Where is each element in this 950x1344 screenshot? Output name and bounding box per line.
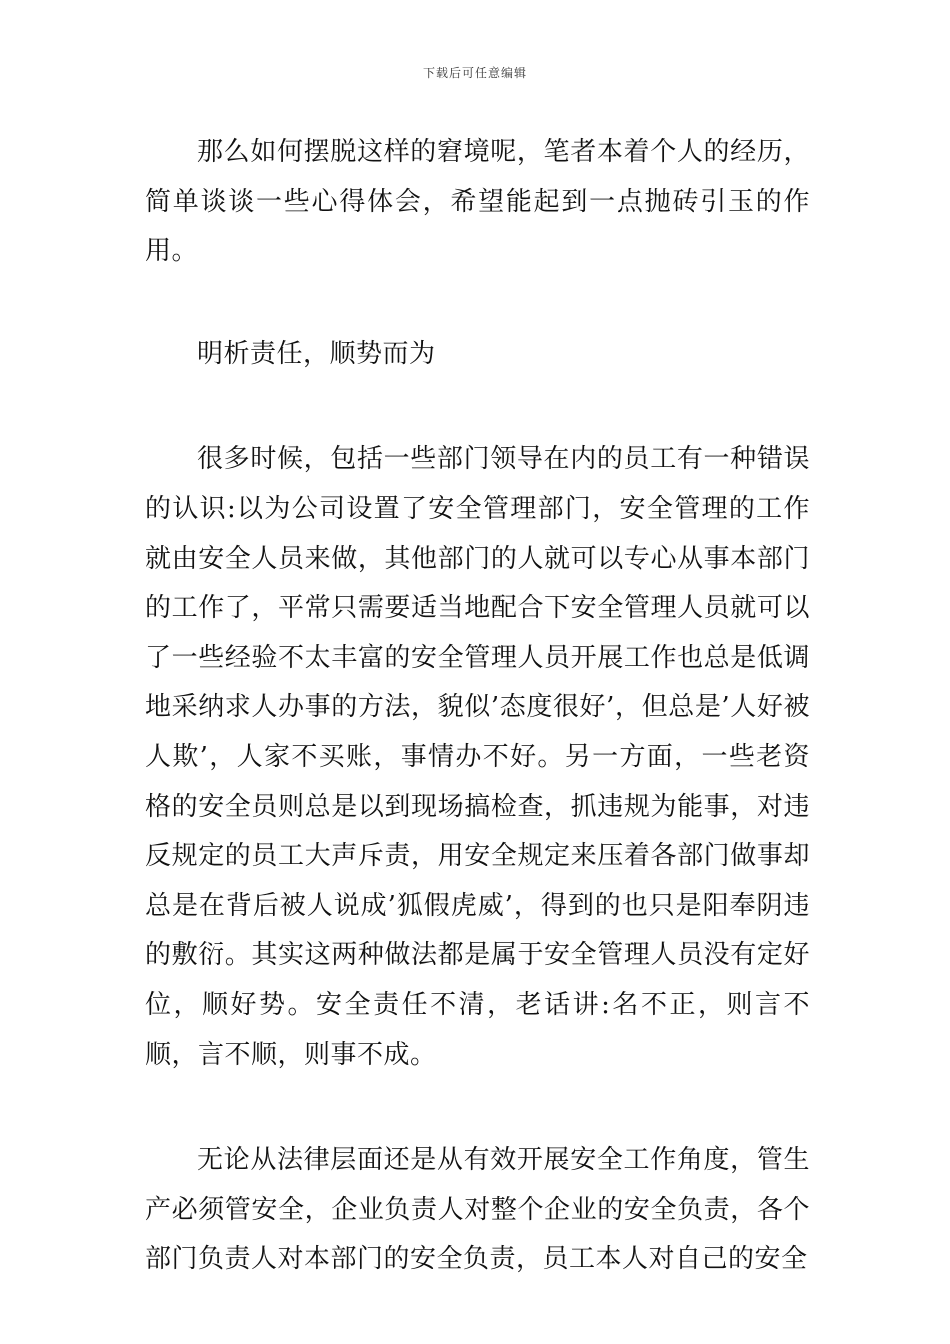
paragraph-intro: 那么如何摆脱这样的窘境呢，笔者本着个人的经历，简单谈谈一些心得体会，希望能起到一点抛砖引玉的作用。 bbox=[145, 137, 810, 267]
section-heading: 明析责任，顺势而为 bbox=[197, 338, 436, 369]
page-header: 下载后可任意编辑 bbox=[422, 66, 527, 80]
document-body bbox=[145, 128, 810, 1285]
paragraph-legal: 无论从法律层面还是从有效开展安全工作角度，管生产必须管安全，企业负责人对整个企业的安全负责，各个部门负责人对本部门的安全负责，员工本人对自己的安全 bbox=[145, 1145, 810, 1275]
paragraph-responsibility: 很多时候，包括一些部门领导在内的员工有一种错误的认识:以为公司设置了安全管理部门，安全管理的工作就由安全人员来做，其他部门的人就可以专心从事本部门的工作了，平常只需要适当地配合下安全管理人员就可以了一些经验不太丰富的安全管理人员开展工作也总是低调地采纳求人办事的方法，貌似’态度很好’，但总是’人好被人欺’，人家不买账，事情办不好。另一方面，一些老资格的安全员则总是以到现场搞检查，抓违规为能事，对违反规定的员工大声斥责，用安全规定来压着各部门做事却总是在背后被人说成’狐假虎威’，得到的也只是阳奉阴违的敷衍。其实这两种做法都是属于安全管理人员没有定好位，顺好势。安全责任不清，老话讲:名不正，则言不顺，言不顺，则事不成。 bbox=[145, 444, 810, 1070]
